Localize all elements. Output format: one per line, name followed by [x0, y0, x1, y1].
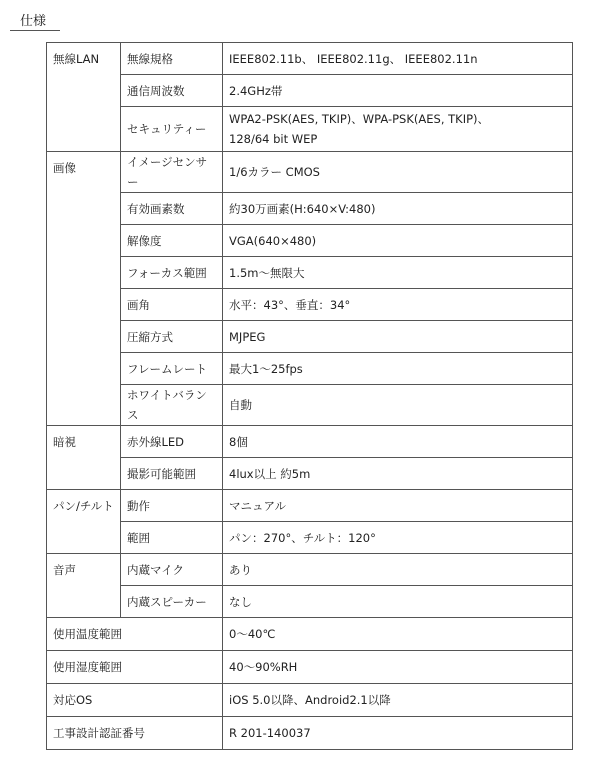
value-cell: 水平：43°、垂直：34°	[223, 289, 573, 321]
table-row	[47, 152, 573, 193]
label-cell: 解像度	[121, 225, 223, 257]
value-cell: WPA2-PSK(AES, TKIP)、WPA-PSK(AES, TKIP)、 128/64 bit WEP	[223, 107, 573, 152]
value-cell: IEEE802.11b、 IEEE802.11g、 IEEE802.11n	[223, 43, 573, 75]
table-row	[47, 490, 573, 522]
label-cell: 無線規格	[121, 43, 223, 75]
value-cell: 最大1～25fps	[223, 353, 573, 385]
label-cell: ホワイトバランス	[121, 385, 223, 426]
category-cell: 画像	[47, 152, 121, 426]
value-cell: iOS 5.0以降、Android2.1以降	[223, 684, 573, 717]
label-cell: フォーカス範囲	[121, 257, 223, 289]
label-cell: フレームレート	[121, 353, 223, 385]
table-row	[47, 554, 573, 586]
category-cell: 無線LAN	[47, 43, 121, 152]
label-cell: 圧縮方式	[121, 321, 223, 353]
label-cell: 対応OS	[47, 684, 223, 717]
value-cell: なし	[223, 586, 573, 618]
label-cell: 画角	[121, 289, 223, 321]
value-cell: パン：270°、チルト：120°	[223, 522, 573, 554]
table-row	[47, 321, 573, 353]
section-title: 仕様	[20, 14, 47, 29]
value-cell: MJPEG	[223, 321, 573, 353]
table-row	[47, 618, 573, 651]
value-cell: 1.5m～無限大	[223, 257, 573, 289]
label-cell: 有効画素数	[121, 193, 223, 225]
table-row	[47, 225, 573, 257]
value-cell: 1/6カラー CMOS	[223, 152, 573, 193]
category-cell: パン/チルト	[47, 490, 121, 554]
label-cell: 範囲	[121, 522, 223, 554]
value-cell: 40～90%RH	[223, 651, 573, 684]
label-cell: 使用湿度範囲	[47, 651, 223, 684]
table-row	[47, 385, 573, 426]
label-cell: 動作	[121, 490, 223, 522]
category-cell: 音声	[47, 554, 121, 618]
value-cell: 自動	[223, 385, 573, 426]
table-row	[47, 651, 573, 684]
value-cell: 8個	[223, 426, 573, 458]
label-cell: 内蔵スピーカー	[121, 586, 223, 618]
table-row	[47, 289, 573, 321]
category-cell: 暗視	[47, 426, 121, 490]
label-cell: セキュリティー	[121, 107, 223, 152]
label-cell: 通信周波数	[121, 75, 223, 107]
value-cell: あり	[223, 554, 573, 586]
value-cell: R 201-140037	[223, 717, 573, 750]
table-row	[47, 75, 573, 107]
table-row	[47, 193, 573, 225]
title-underline	[10, 30, 60, 31]
value-cell: 2.4GHz帯	[223, 75, 573, 107]
label-cell: イメージセンサー	[121, 152, 223, 193]
table-row	[47, 458, 573, 490]
table-row	[47, 717, 573, 750]
label-cell: 内蔵マイク	[121, 554, 223, 586]
spec-table	[46, 42, 573, 750]
table-row	[47, 426, 573, 458]
table-row	[47, 107, 573, 152]
value-cell: 約30万画素(H:640×V:480)	[223, 193, 573, 225]
label-cell: 工事設計認証番号	[47, 717, 223, 750]
label-cell: 使用温度範囲	[47, 618, 223, 651]
value-cell: 0～40℃	[223, 618, 573, 651]
value-cell: マニュアル	[223, 490, 573, 522]
label-cell: 赤外線LED	[121, 426, 223, 458]
table-row	[47, 353, 573, 385]
value-cell: VGA(640×480)	[223, 225, 573, 257]
table-row	[47, 522, 573, 554]
table-row	[47, 43, 573, 75]
table-row	[47, 684, 573, 717]
label-cell: 撮影可能範囲	[121, 458, 223, 490]
table-row	[47, 257, 573, 289]
value-cell: 4lux以上 約5m	[223, 458, 573, 490]
table-row	[47, 586, 573, 618]
